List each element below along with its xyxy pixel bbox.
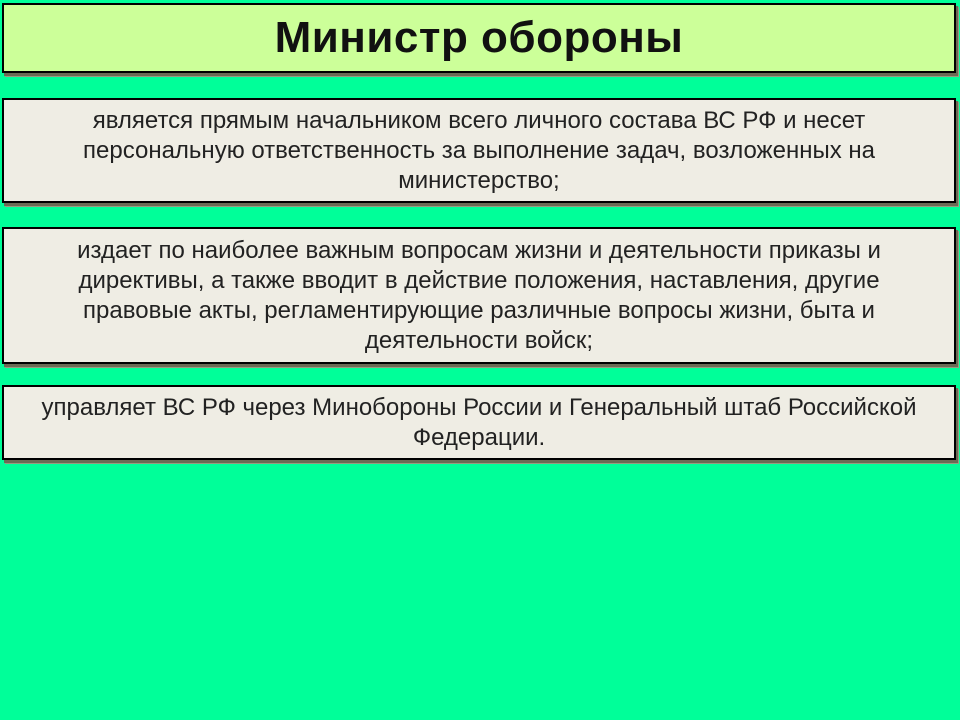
text-card-1-body: является прямым начальником всего личного состава ВС РФ и несет персональную ответственность за выполнение задач, возложенных на министерство; [83, 106, 875, 194]
text-card-3 [2, 385, 956, 460]
text-card-2-body: издает по наиболее важным вопросам жизни и деятельности приказы и директивы, а также вводит в действие положения, наставления, другие правовые акты, регламентирующие различные вопросы жизни, быта и деятельности войск; [77, 236, 881, 354]
text-card-1 [2, 98, 956, 203]
title-box [2, 3, 956, 73]
slide-title: Министр обороны [274, 13, 684, 62]
text-card-2 [2, 227, 956, 364]
text-card-3-body: управляет ВС РФ через Минобороны России и Генеральный штаб Российской Федерации. [41, 393, 917, 451]
